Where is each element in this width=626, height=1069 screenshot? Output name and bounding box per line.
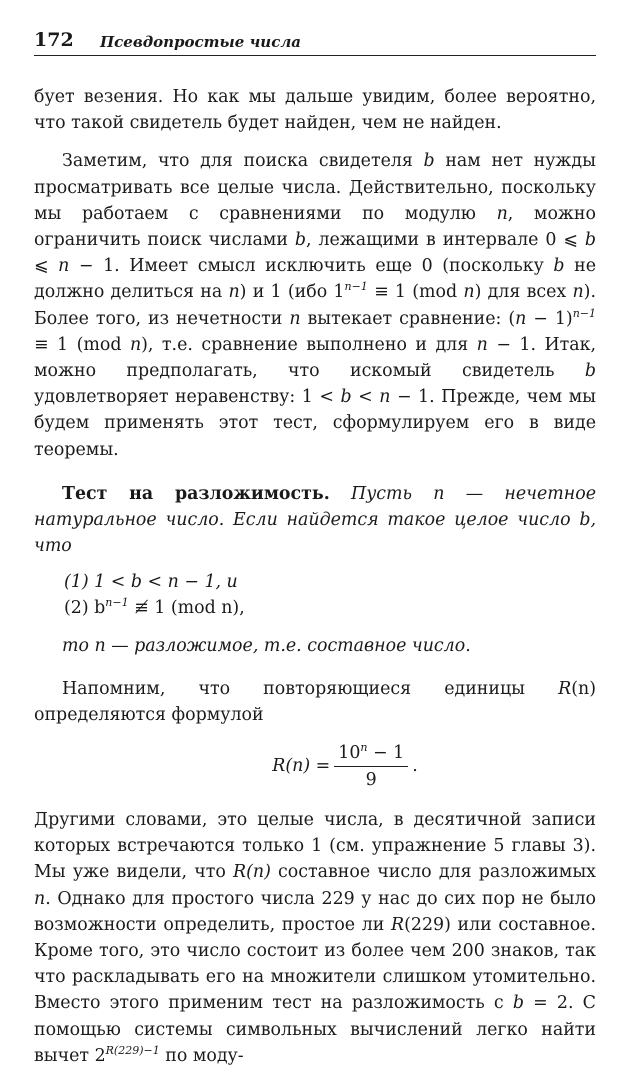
condition-1: (1) 1 < b < n − 1, и [64,572,238,593]
formula-denominator: 9 [365,770,377,791]
page-number: 172 [34,29,74,51]
running-title: Псевдопростые числа [100,33,302,51]
theorem-title: Тест на разложимость. [62,483,330,504]
theorem-conditions [64,569,596,621]
condition-2: (2) $b^{n-1}$ ≢ 1 (mod n), [64,596,245,619]
theorem-conclusion: то n — разложимое, т.е. составное число. [62,636,471,657]
formula-numerator: $10^n - 1$ [334,742,408,767]
page-body [34,84,596,1069]
paragraph-continuation: бует везения. Но как мы дальше увидим, более вероятно, что такой свидетель будет найден, чем не найден. [34,87,596,134]
running-header [34,28,596,56]
repunit-formula: R(n) = $\frac{10^n - 1}{9}$ . [272,741,418,791]
formula-lhs: R(n) = [272,756,331,777]
formula-fraction [334,742,408,791]
paragraph-repunits: Напомним, что повторяющиеся единицы R(n) определяются формулой [34,678,596,725]
paragraph-witness-search: Заметим, что для поиска свидетеля b нам нет нужды просматривать все целые числа. Действительно, поскольку мы работаем с сравнениями по модулю n, можно ограничить поиск числами b, лежащими в интервале 0 ⩽ b ⩽ n − 1. Имеет смысл исключить еще 0 (поскольку b не должно делиться на n) и 1 (ибо $1^{n-1} \equiv 1$ (mod n) для всех n). Более того, из нечетности n вытекает сравнение: $(n - 1)^{n-1} \equiv 1$ (mod n), т.е. сравнение выполнено и для n − 1. Итак, можно предполагать, что искомый свидетель b удовлетворяет неравенству: 1 < b < n − 1. Прежде, чем мы будем применять этот тест, сформулируем его в виде теоремы. [34,151,597,460]
theorem-statement: Тест на разложимость. Пусть n — нечетное натуральное число. Если найдется такое целое число b, что [34,483,596,557]
paragraph-test-application: Другими словами, это целые числа, в десятичной записи которых встречаются только 1 (см. упражнение 5 главы 3). Мы уже видели, что R(n) составное число для разложимых n. Однако для простого числа 229 у нас до сих пор не было возможности определить, простое ли R(229) или составное. Кроме того, это число состоит из более чем 200 знаков, так что раскладывать его на множители слишком утомительно. Вместо этого применим тест на разложимость с b = 2. С помощью системы символьных вычислений легко найти вычет $2^{R(229)-1}$ по моду- [34,810,596,1066]
